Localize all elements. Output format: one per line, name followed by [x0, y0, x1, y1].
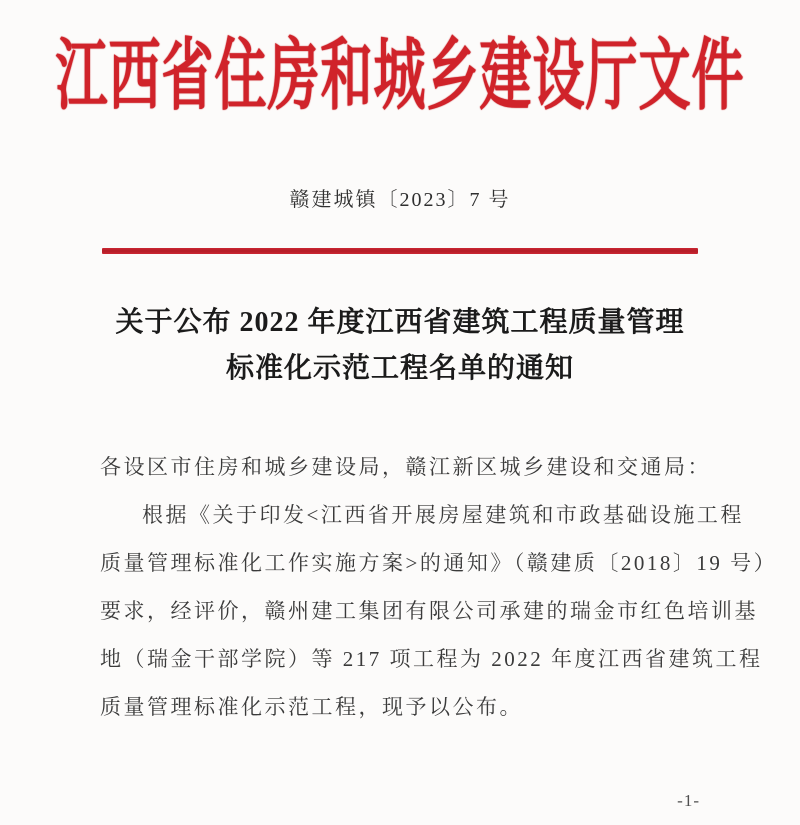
paragraph-line: 质量管理标准化示范工程，现予以公布。 — [100, 695, 523, 719]
document-title — [0, 300, 800, 392]
document-body — [100, 443, 778, 731]
salutation-line: 各设区市住房和城乡建设局，赣江新区城乡建设和交通局： — [100, 455, 711, 479]
paragraph-line: 质量管理标准化工作实施方案>的通知》（赣建质〔2018〕19 号） — [100, 551, 778, 575]
page-number: -1- — [677, 791, 700, 810]
document-number: 赣建城镇〔2023〕7 号 — [289, 189, 511, 211]
document-title-line-2: 标准化示范工程名单的通知 — [225, 353, 574, 384]
letterhead-title — [0, 12, 800, 120]
document-title-line-1: 关于公布 2022 年度江西省建筑工程质量管理 — [115, 307, 685, 338]
paragraph-line: 地（瑞金干部学院）等 217 项工程为 2022 年度江西省建筑工程 — [100, 647, 763, 671]
letterhead-title-text: 江西省住房和城乡建设厅文件 — [55, 34, 745, 120]
red-divider-rule — [102, 248, 698, 254]
paragraph-line: 要求，经评价，赣州建工集团有限公司承建的瑞金市红色培训基 — [100, 599, 758, 623]
paragraph-line: 根据《关于印发<江西省开展房屋建筑和市政基础设施工程 — [142, 503, 744, 527]
